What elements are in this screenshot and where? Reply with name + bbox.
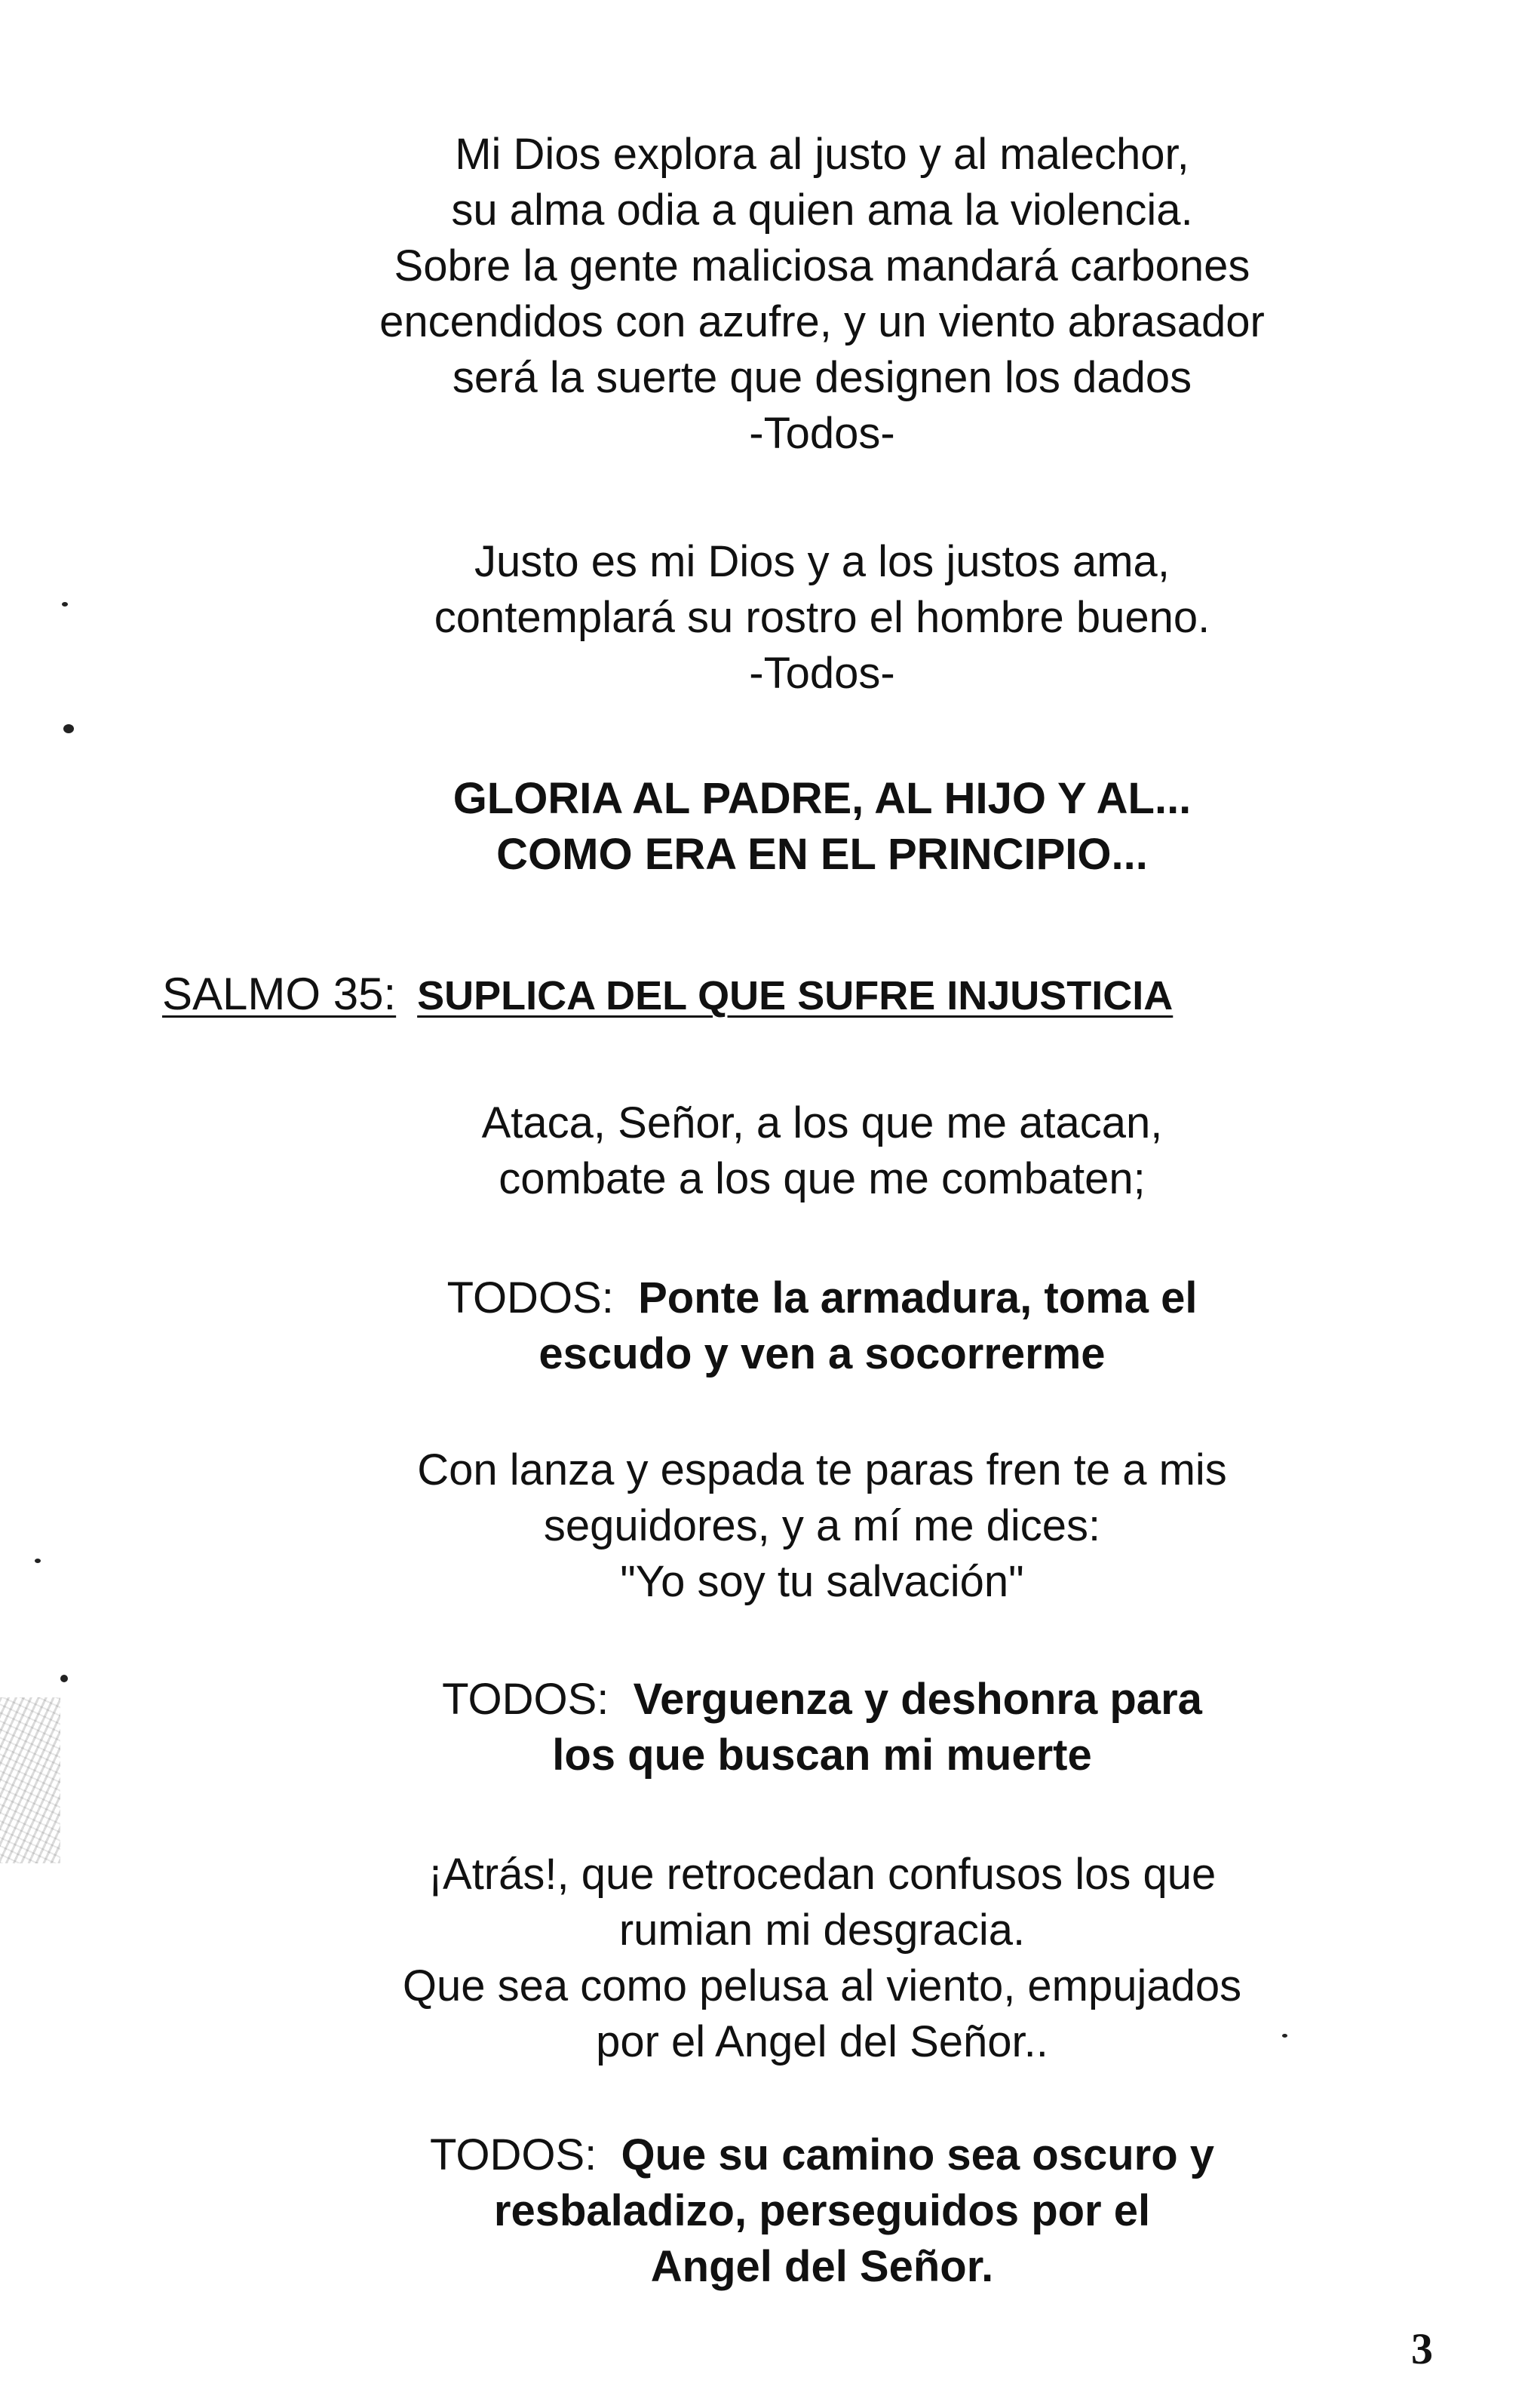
text-line: encendidos con azufre, y un viento abrasador [379,297,1265,346]
response-text: Que su camino sea oscuro y [621,2130,1215,2179]
text-line: ¡Atrás!, que retrocedan confusos los que [428,1850,1217,1899]
todos-label: TODOS: [429,2130,597,2179]
todos-marker: -Todos- [749,409,895,458]
scan-speck [60,1675,68,1682]
text-line: COMO ERA EN EL PRINCIPIO... [496,830,1148,879]
psalm-heading [162,964,1384,1026]
text-line: Ataca, Señor, a los que me atacan, [481,1098,1163,1147]
text-line: Mi Dios explora al justo y al malechor, [455,130,1189,179]
response-text: resbaladizo, perseguidos por el [493,2186,1151,2235]
text-line: su alma odia a quien ama la violencia. [451,186,1193,235]
text-line: Que sea como pelusa al viento, empujados [402,1961,1242,2010]
response-line [287,2127,1358,2183]
text-line: Sobre la gente maliciosa mandará carbones [394,241,1250,290]
todos-label: TODOS: [446,1273,614,1322]
scan-speck [1282,2034,1287,2038]
response-text: los que buscan mi muerte [552,1731,1092,1780]
response-3 [287,2127,1358,2295]
stanza-1 [287,127,1358,462]
response-text: Verguenza y deshonra para [633,1675,1202,1724]
text-line: "Yo soy tu salvación" [620,1557,1024,1606]
text-line: GLORIA AL PADRE, AL HIJO Y AL... [453,774,1192,823]
psalm-title: SUPLICA DEL QUE SUFRE INJUSTICIA [417,973,1174,1018]
text-line: seguidores, y a mí me dices: [543,1501,1101,1550]
response-2 [287,1672,1358,1783]
verse-1 [287,1095,1358,1207]
response-text: Angel del Señor. [650,2242,994,2291]
todos-marker: -Todos- [749,649,895,698]
verse-2 [287,1442,1358,1610]
gloria-doxology [287,771,1358,883]
text-line: combate a los que me combaten; [499,1154,1146,1203]
response-text: escudo y ven a socorrerme [538,1329,1106,1378]
response-1 [287,1270,1358,1382]
text-line: por el Angel del Señor.. [596,2017,1048,2066]
scan-speck [62,602,68,607]
text-line: será la suerte que designen los dados [452,353,1192,402]
response-line [287,1270,1358,1326]
verse-3 [287,1847,1358,2070]
scan-speck [63,724,74,733]
psalm-number: SALMO 35: [162,969,397,1019]
scan-speck [35,1559,41,1563]
page-number: 3 [1411,2324,1433,2373]
text-line: contemplará su rostro el hombre bueno. [434,593,1210,642]
text-line: Justo es mi Dios y a los justos ama, [474,537,1170,586]
response-line [287,1672,1358,1728]
text-line: rumian mi desgracia. [618,1906,1026,1955]
text-line: Con lanza y espada te paras fren te a mis [417,1445,1227,1494]
scan-noise [0,1697,60,1863]
response-text: Ponte la armadura, toma el [638,1273,1198,1322]
todos-label: TODOS: [442,1675,609,1724]
stanza-2 [287,534,1358,702]
